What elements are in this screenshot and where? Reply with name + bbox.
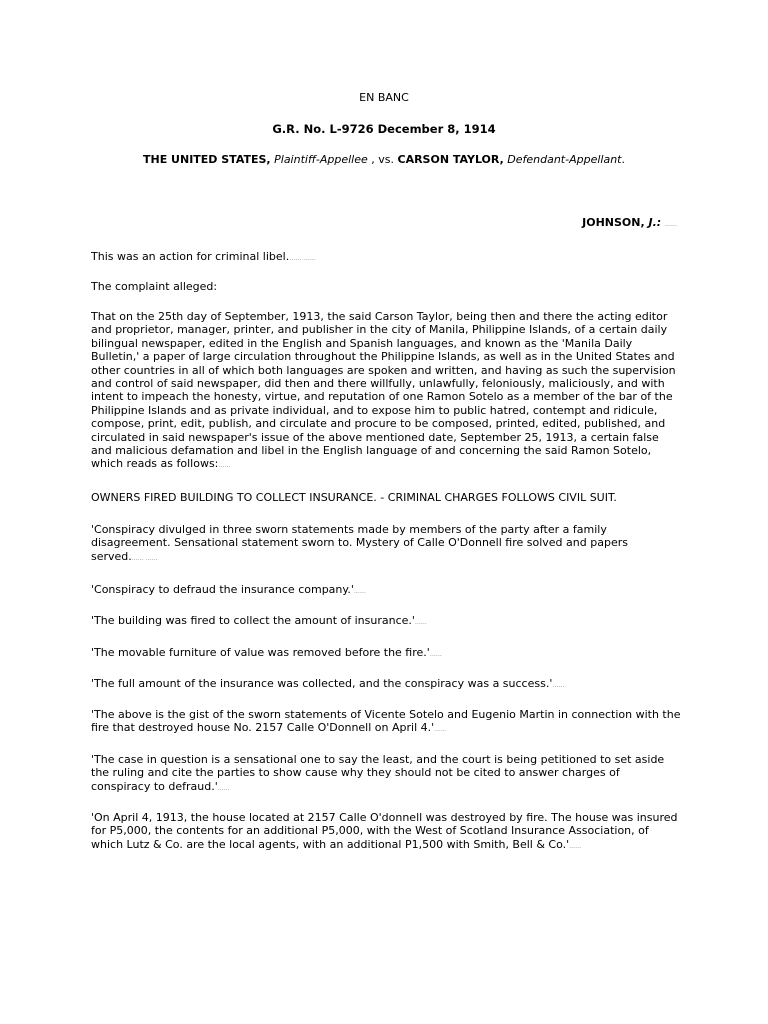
- ponente: [582, 216, 677, 229]
- paragraph: [91, 523, 681, 565]
- paragraph-text: 'The building was fired to collect the amount of insurance.': [91, 614, 415, 627]
- footnote-marks: ……: [414, 619, 427, 626]
- paragraph: [91, 250, 681, 265]
- case-parties: [0, 153, 768, 167]
- judge-name: JOHNSON,: [582, 216, 645, 229]
- paragraph: [91, 677, 681, 692]
- paragraph: [91, 646, 681, 661]
- footnote-marks: ……: [552, 682, 565, 689]
- versus-text: , vs.: [367, 153, 398, 166]
- footnote-marks: ……: [434, 726, 447, 734]
- paragraph-text: 'The movable furniture of value was removed before the fire.': [91, 646, 430, 659]
- paragraph: [91, 583, 681, 598]
- paragraph: [91, 708, 681, 737]
- paragraph-text: 'Conspiracy to defraud the insurance company.': [91, 583, 354, 596]
- footnote-marks: …… ……: [131, 554, 158, 562]
- paragraph: [91, 280, 681, 293]
- paragraph-text: 'On April 4, 1913, the house located at 2157 Calle O'donnell was destroyed by fire. The house was insured for P5,000, the contents for an additional P5,000, with the West of Scotland Insurance Association, of which Lutz & Co. are the local agents, with an additional P1,500 with Smith, Bell & Co.': [91, 811, 678, 851]
- footnote-marks: ……: [218, 462, 231, 470]
- judge-title: J.:: [648, 216, 662, 229]
- footnote-marks: ……: [353, 588, 366, 595]
- paragraph-headline: [91, 491, 681, 504]
- footnote-marks: ……: [217, 784, 230, 792]
- paragraph: [91, 614, 681, 629]
- case-number: G.R. No. L-9726 December 8, 1914: [272, 122, 496, 136]
- plaintiff-name: THE UNITED STATES,: [143, 153, 271, 166]
- plaintiff-role: Plaintiff-Appellee: [274, 153, 368, 166]
- paragraph: [91, 753, 681, 795]
- footnote-marks: …… ……: [289, 255, 316, 262]
- footnote-marks: ……: [665, 221, 677, 228]
- defendant-role: Defendant-Appellant: [507, 153, 622, 166]
- defendant-name: CARSON TAYLOR,: [397, 153, 504, 166]
- paragraph: [91, 811, 681, 853]
- court-division: EN BANC: [359, 91, 409, 104]
- paragraph: [91, 310, 681, 473]
- paragraph-text: 'The above is the gist of the sworn statements of Vicente Sotelo and Eugenio Martin in connection with the fire that destroyed house No. 2157 Calle O'Donnell on April 4.': [91, 708, 681, 735]
- paragraph-text: OWNERS FIRED BUILDING TO COLLECT INSURANCE. - CRIMINAL CHARGES FOLLOWS CIVIL SUIT.: [91, 491, 617, 504]
- footnote-marks: ……: [569, 842, 582, 850]
- paragraph-text: 'The full amount of the insurance was collected, and the conspiracy was a success.': [91, 677, 553, 690]
- paragraph-text: 'The case in question is a sensational one to say the least, and the court is being petitioned to set aside the ruling and cite the parties to show cause why they should not be cited to answer charges of conspiracy to defraud.': [91, 753, 665, 793]
- end-period: .: [621, 153, 625, 166]
- paragraph-text: 'Conspiracy divulged in three sworn statements made by members of the party after a family disagreement. Sensational statement sworn to. Mystery of Calle O'Donnell fire solved and papers served.: [91, 523, 628, 563]
- paragraph-text: The complaint alleged:: [91, 280, 218, 293]
- paragraph-text: This was an action for criminal libel.: [91, 250, 290, 263]
- footnote-marks: ……: [429, 651, 442, 658]
- paragraph-text: That on the 25th day of September, 1913, the said Carson Taylor, being then and there the acting editor and proprietor, manager, printer, and publisher in the city of Manila, Philippine Islands, of a certain daily bilingual newspaper, edited in the English and Spanish languages, and known as the 'Manila Daily Bulletin,' a paper of large circulation throughout the Philippine Islands, as well as in the United States and other countries in all of which both languages are spoken and written, and having as such the supervision and control of said newspaper, did then and there willfully, unlawfully, feloniously, maliciously, and with intent to impeach the honesty, virtue, and reputation of one Ramon Sotelo as a member of the bar of the Philippine Islands and as private individual, and to expose him to public hatred, contempt and ridicule, compose, print, edit, publish, and circulate and procure to be composed, printed, edited, published, and circulated in said newspaper's issue of the above mentioned date, September 25, 1913, a certain false and malicious defamation and libel in the English language of and concerning the said Ramon Sotelo, which reads as follows:: [91, 310, 676, 471]
